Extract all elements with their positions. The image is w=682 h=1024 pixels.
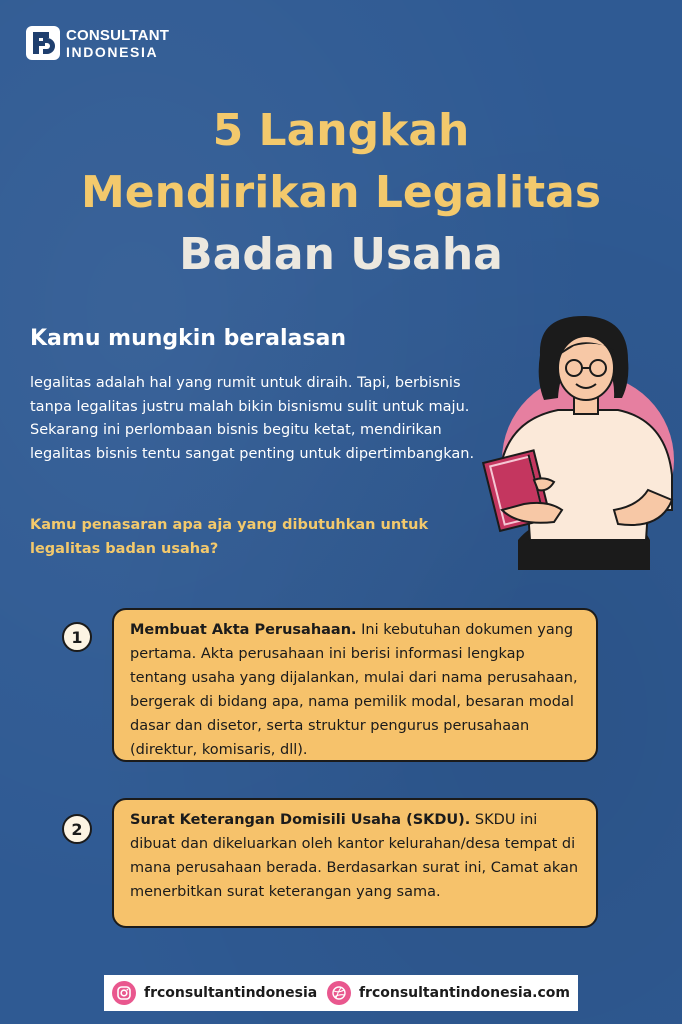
intro-question: Kamu penasaran apa aja yang dibutuhkan untuk legalitas badan usaha? bbox=[30, 517, 429, 557]
step-card bbox=[112, 608, 598, 762]
website-link[interactable] bbox=[327, 981, 570, 1005]
step-text: SKDU ini dibuat dan dikeluarkan oleh kantor kelurahan/desa tempat di mana perusahaan berada. Berdasarkan surat ini, Camat akan menerbitkan surat keterangan yang sama. bbox=[130, 812, 579, 900]
instagram-handle: frconsultantindonesia bbox=[144, 985, 318, 1001]
intro-heading: Kamu mungkin beralasan bbox=[30, 326, 346, 351]
step-number-badge: 2 bbox=[62, 814, 92, 844]
step-card bbox=[112, 798, 598, 928]
brand-line-1: CONSULTANT bbox=[66, 26, 170, 44]
website-url: frconsultantindonesia.com bbox=[358, 985, 570, 1001]
instagram-link[interactable] bbox=[112, 981, 317, 1005]
step-number-badge: 1 bbox=[62, 622, 92, 652]
title-line-3: Badan Usaha bbox=[179, 229, 503, 280]
title-line-1: 5 Langkah bbox=[212, 105, 470, 156]
fr-logo-icon bbox=[26, 26, 60, 60]
brand-line-2: INDONESIA bbox=[66, 43, 159, 60]
brand-logo bbox=[26, 26, 169, 60]
step-text: Ini kebutuhan dokumen yang pertama. Akta perusahaan ini berisi informasi lengkap tentang usaha yang dijalankan, mulai dari nama perusahaan, bergerak di bidang apa, nama pemilik modal, besaran modal dasar dan disetor, serta struktur pengurus perusahaan (direktur, komisaris, dll). bbox=[130, 622, 578, 758]
brand-name bbox=[66, 28, 169, 59]
instagram-icon bbox=[112, 981, 136, 1005]
footer-bar bbox=[104, 975, 578, 1011]
intro-body: legalitas adalah hal yang rumit untuk diraih. Tapi, berbisnis tanpa legalitas justru malah bikin bisnismu sulit untuk maju. Sekarang ini perlombaan bisnis begitu ketat, mendirikan legalitas bisnis tentu sangat penting untuk dipertimbangkan. bbox=[30, 375, 475, 462]
step-title: Surat Keterangan Domisili Usaha (SKDU). bbox=[130, 812, 471, 828]
dribbble-icon bbox=[327, 981, 351, 1005]
title-line-2: Mendirikan Legalitas bbox=[80, 167, 602, 218]
woman-holding-book-illustration bbox=[478, 310, 678, 570]
step-title: Membuat Akta Perusahaan. bbox=[130, 622, 357, 638]
